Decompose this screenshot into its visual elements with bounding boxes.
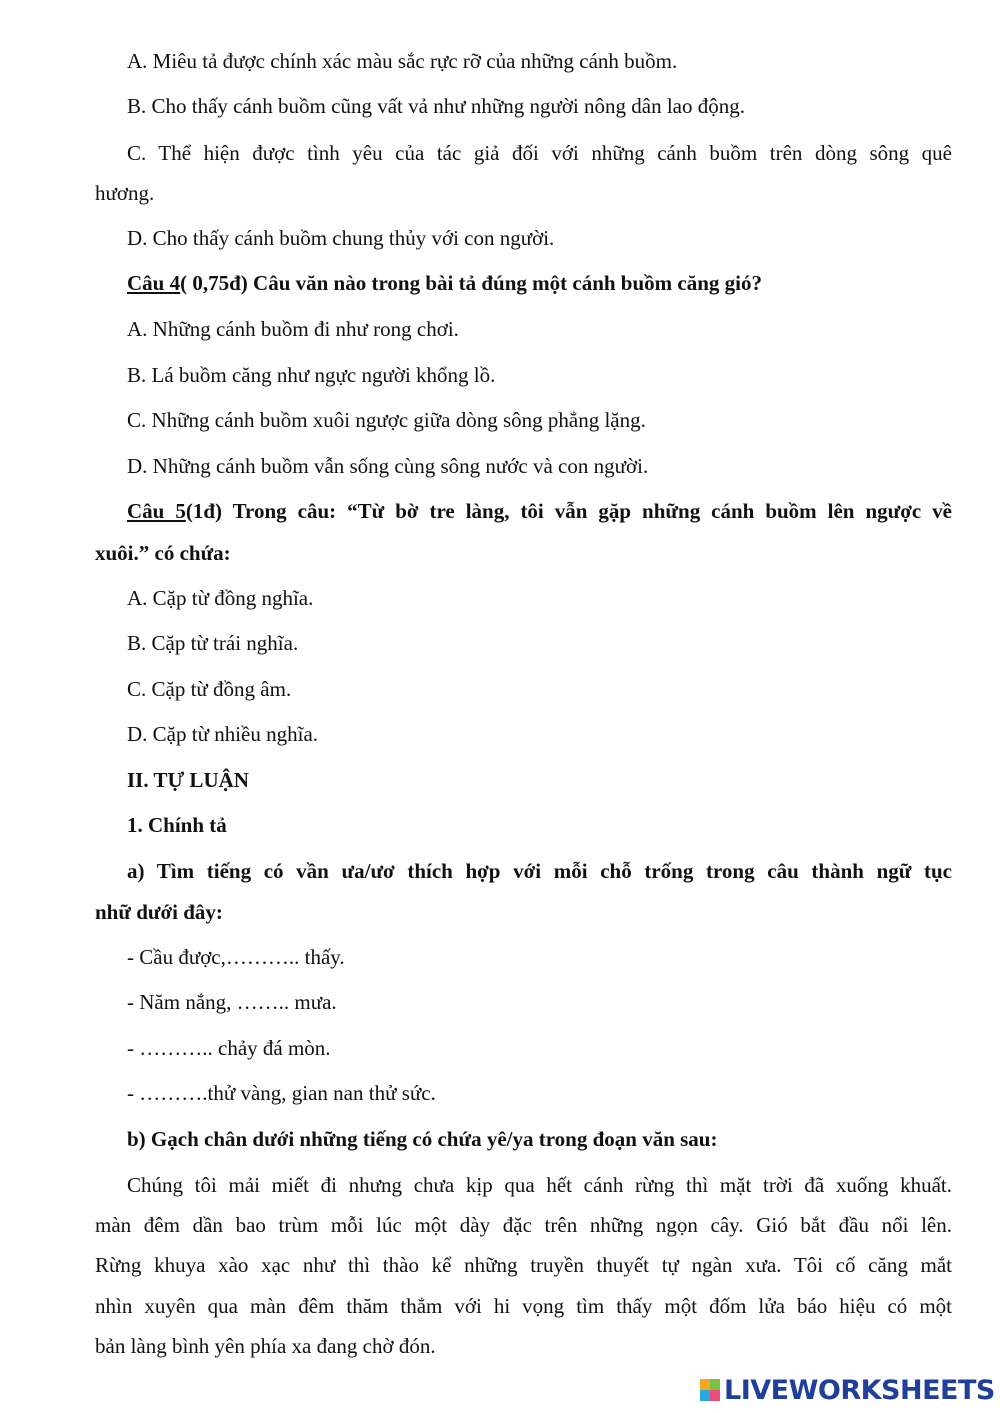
q5-question-text: (1đ) Trong câu: “Từ bờ tre làng, tôi vẫn gặp những cánh buồm lên ngược về bbox=[185, 499, 952, 523]
fill-item: - Năm nắng, …….. mưa. bbox=[127, 990, 337, 1014]
q3-option-c-line2: hương. bbox=[95, 181, 155, 205]
q4-option-a: A. Những cánh buồm đi như rong chơi. bbox=[127, 317, 459, 341]
part-b-heading: b) Gạch chân dưới những tiếng có chứa yê/ya trong đoạn văn sau: bbox=[127, 1127, 718, 1151]
q3-option-b: B. Cho thấy cánh buồm cũng vất vả như những người nông dân lao động. bbox=[127, 94, 746, 118]
logo-text: LIVEWORKSHEETS bbox=[724, 1374, 995, 1406]
fill-item: - Cầu được,……….. thấy. bbox=[127, 945, 345, 969]
paragraph-line: nhìn xuyên qua màn đêm thăm thẳm với hi vọng tìm thấy một đốm lửa báo hiệu có một bbox=[95, 1294, 952, 1318]
q3-option-a: A. Miêu tả được chính xác màu sắc rực rỡ của những cánh buồm. bbox=[127, 49, 678, 73]
q3-option-c-line1: C. Thể hiện được tình yêu của tác giả đối với những cánh buồm trên dòng sông quê bbox=[127, 141, 952, 165]
q5-option-b: B. Cặp từ trái nghĩa. bbox=[127, 631, 299, 655]
section-heading: II. TỰ LUẬN bbox=[127, 768, 249, 792]
q5-question-line1 bbox=[127, 498, 952, 524]
part-a-line1: a) Tìm tiếng có vần ưa/ươ thích hợp với mỗi chỗ trống trong câu thành ngữ tục bbox=[127, 859, 952, 883]
q5-question-line2: xuôi.” có chứa: bbox=[95, 541, 231, 565]
paragraph-line: Chúng tôi mải miết đi nhưng chưa kịp qua hết cánh rừng thì mặt trời đã xuống khuất. bbox=[127, 1173, 952, 1197]
paragraph-line: màn đêm dần bao trùm mỗi lúc một dày đặc trên những ngọn cây. Gió bắt đầu nổi lên. bbox=[95, 1213, 952, 1237]
fill-item: - ……….thử vàng, gian nan thử sức. bbox=[127, 1081, 436, 1105]
q5-option-d: D. Cặp từ nhiều nghĩa. bbox=[127, 722, 319, 746]
paragraph-line: bản làng bình yên phía xa đang chờ đón. bbox=[95, 1334, 436, 1358]
fill-item: - ……….. chảy đá mòn. bbox=[127, 1036, 331, 1060]
q4-option-d: D. Những cánh buồm vẫn sống cùng sông nước và con người. bbox=[127, 454, 649, 478]
q3-option-d: D. Cho thấy cánh buồm chung thủy với con người. bbox=[127, 226, 555, 250]
part-a-line2: nhữ dưới đây: bbox=[95, 900, 223, 924]
subsection-heading: 1. Chính tả bbox=[127, 813, 227, 837]
liveworksheets-logo-icon bbox=[700, 1379, 720, 1401]
q4-option-c: C. Những cánh buồm xuôi ngược giữa dòng sông phẳng lặng. bbox=[127, 408, 646, 432]
q4-question bbox=[127, 270, 762, 296]
q5-label: Câu 5 bbox=[127, 499, 186, 523]
liveworksheets-logo bbox=[700, 1373, 995, 1407]
paragraph-line: Rừng khuya xào xạc như thì thào kể những truyền thuyết tự ngàn xưa. Tôi cố căng mắt bbox=[95, 1253, 952, 1277]
q4-question-text: ( 0,75đ) Câu văn nào trong bài tả đúng một cánh buồm căng gió? bbox=[180, 271, 762, 295]
q4-option-b: B. Lá buồm căng như ngực người khổng lồ. bbox=[127, 363, 496, 387]
q5-option-c: C. Cặp từ đồng âm. bbox=[127, 677, 292, 701]
q5-option-a: A. Cặp từ đồng nghĩa. bbox=[127, 586, 314, 610]
q4-label: Câu 4 bbox=[127, 271, 181, 295]
